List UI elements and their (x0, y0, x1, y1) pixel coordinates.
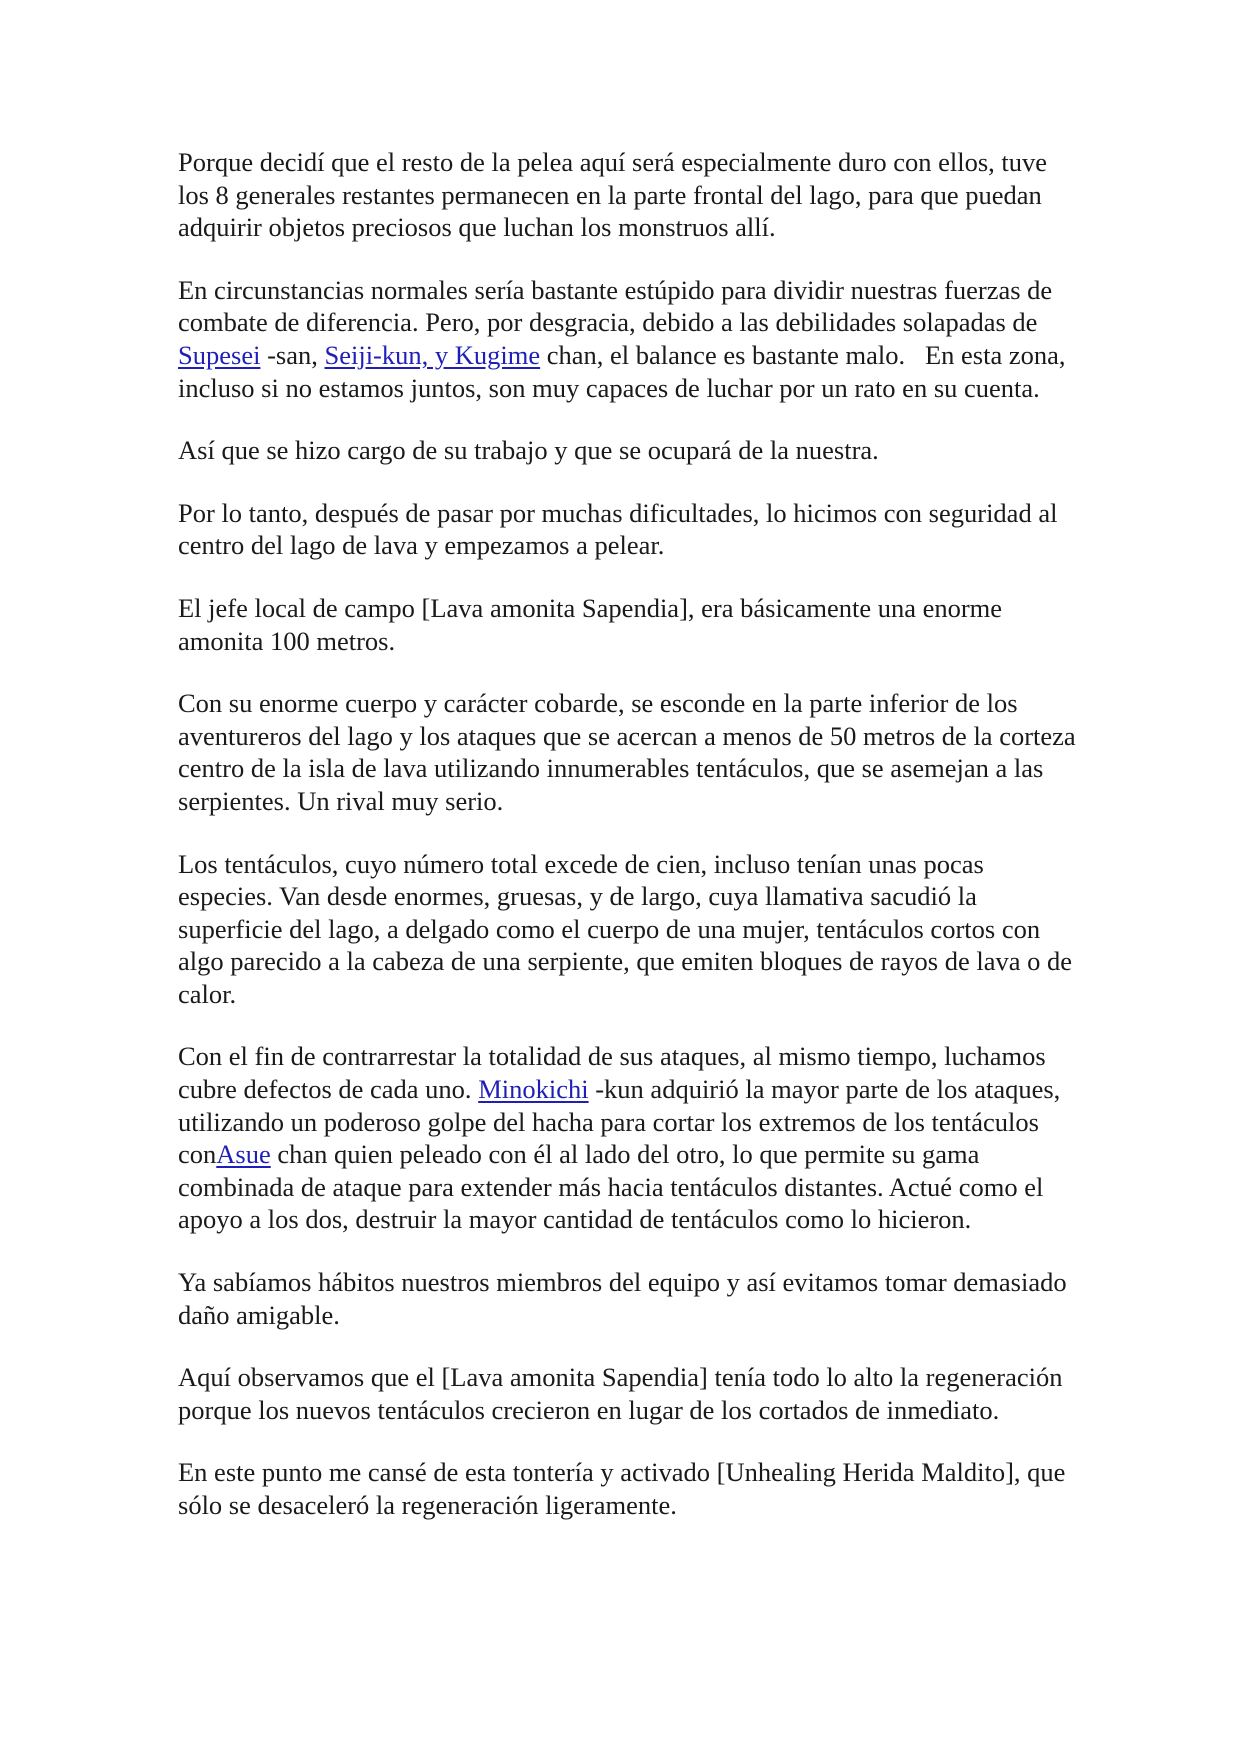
paragraph-2-text-2: -san, (260, 339, 325, 370)
paragraph-8-text-1: Con el fin de contrarrestar la totalidad de sus ataques, al mismo tiempo, luchamos cubre defectos de cada uno. (178, 1041, 1046, 1105)
link-supesei[interactable]: Supesei (178, 339, 261, 370)
paragraph-3: Así que se hizo cargo de su trabajo y que se ocupará de la nuestra. (178, 435, 879, 466)
paragraph-2-text-3: chan, el balance es bastante malo. En esta zona, incluso si no estamos juntos, son muy capaces de luchar por un rato en su cuenta. (178, 339, 1073, 403)
paragraph-1: Porque decidí que el resto de la pelea aquí será especialmente duro con ellos, tuve los 8 generales restantes permanecen en la parte frontal del lago, para que puedan adquirir objetos preciosos que luchan los monstruos allí. (178, 147, 1048, 243)
paragraph-2-text-1: En circunstancias normales sería bastante estúpido para dividir nuestras fuerzas de combate de diferencia. Pero, por desgracia, debido a las debilidades solapadas de (178, 274, 1053, 338)
link-minokichi[interactable]: Minokichi (478, 1074, 589, 1105)
link-asue[interactable]: Asue (216, 1139, 271, 1170)
paragraph-2 (178, 274, 1078, 404)
paragraph-5: El jefe local de campo [Lava amonita Sapendia], era básicamente una enorme amonita 100 metros. (178, 592, 1003, 656)
paragraph-6: Con su enorme cuerpo y carácter cobarde, se esconde en la parte inferior de los aventureros del lago y los ataques que se acercan a menos de 50 metros de la corteza centro de la isla de lava utilizando innumerables tentáculos, que se asemejan a las serpientes. Un rival muy serio. (178, 688, 1076, 816)
link-seiji-kun-kugime[interactable]: Seiji-kun, y Kugime (324, 339, 541, 370)
paragraph-9: Ya sabíamos hábitos nuestros miembros del equipo y así evitamos tomar demasiado daño amigable. (178, 1267, 1067, 1330)
paragraph-8-text-2: -kun adquirió la mayor parte de los ataques, utilizando un poderoso golpe del hacha para cortar los extremos de los tentáculos con (178, 1074, 1061, 1170)
paragraph-10: Aquí observamos que el [Lava amonita Sapendia] tenía todo lo alto la regeneración porque los nuevos tentáculos crecieron en lugar de los cortados de inmediato. (178, 1362, 1063, 1425)
paragraph-4: Por lo tanto, después de pasar por muchas dificultades, lo hicimos con seguridad al centro del lago de lava y empezamos a pelear. (178, 497, 1058, 561)
paragraph-8 (178, 1040, 1078, 1236)
paragraph-7: Los tentáculos, cuyo número total excede de cien, incluso tenían unas pocas especies. Van desde enormes, gruesas, y de largo, cuya llamativa sacudió la superficie del lago, a delgado como el cuerpo de una mujer, tentáculos cortos con algo parecido a la cabeza de una serpiente, que emiten bloques de rayos de lava o de calor. (178, 848, 1072, 1009)
paragraph-11: En este punto me cansé de esta tontería y activado [Unhealing Herida Maldito], que sólo se desaceleró la regeneración ligeramente. (178, 1457, 1066, 1520)
paragraph-8-text-3: chan quien peleado con él al lado del otro, lo que permite su gama combinada de ataque para extender más hacia tentáculos distantes. Actué como el apoyo a los dos, destruir la mayor cantidad de tentáculos como lo hicieron. (178, 1139, 1044, 1235)
document-page (178, 146, 1078, 1552)
